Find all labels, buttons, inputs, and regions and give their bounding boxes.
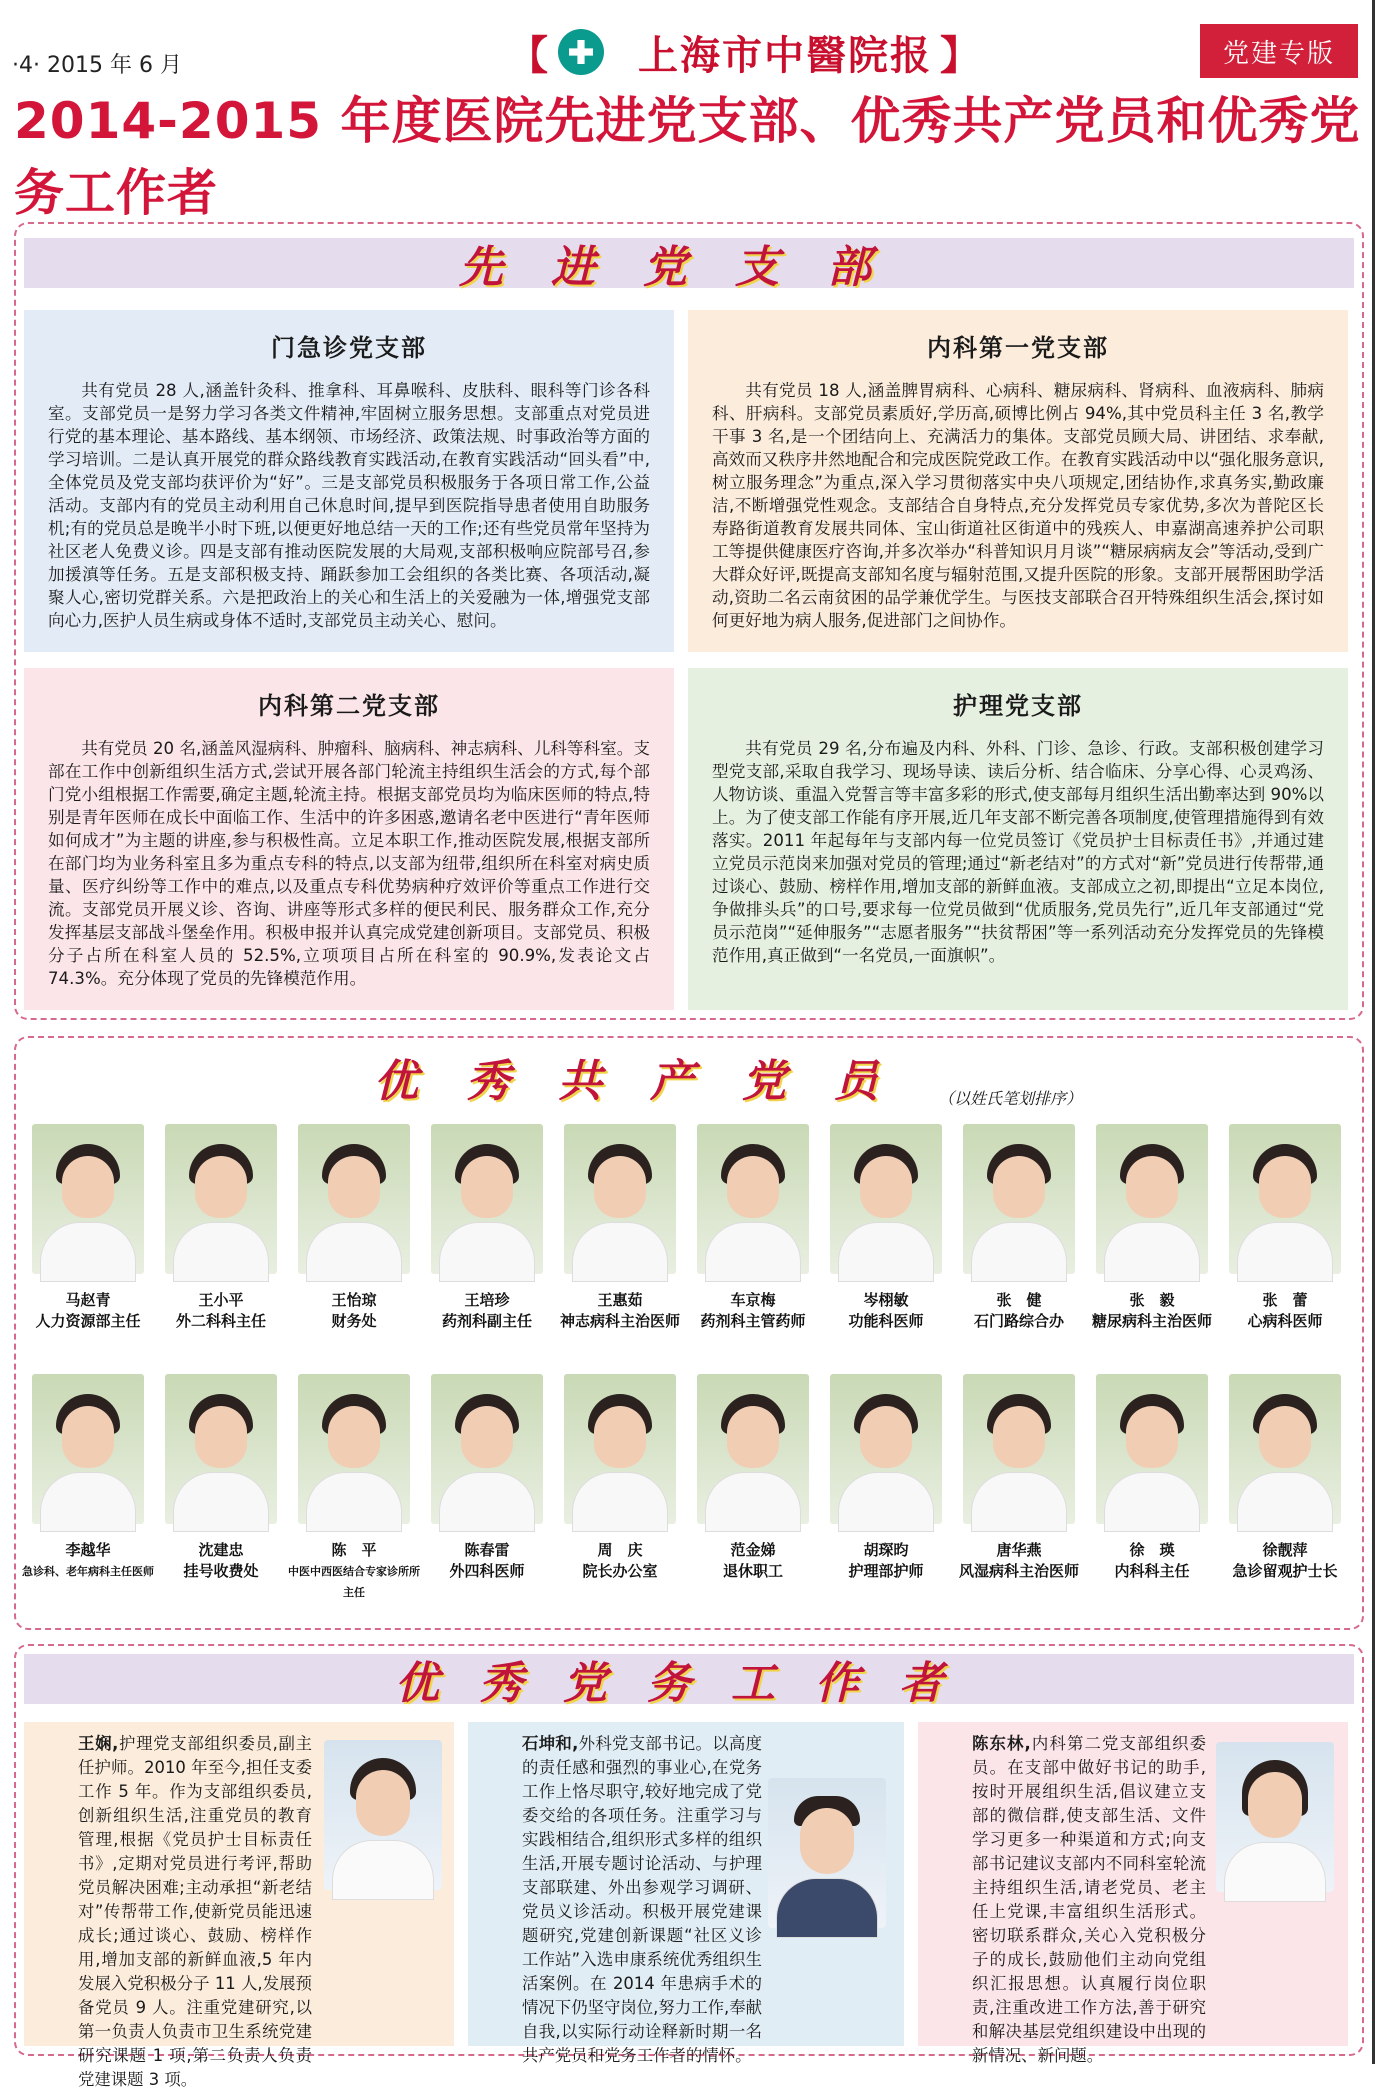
page-title: 2014-2015 年度医院先进党支部、优秀共产党员和优秀党务工作者	[14, 92, 1361, 222]
member-role: 内科科主任	[1114, 1562, 1190, 1580]
member-name: 王惠茹	[597, 1291, 643, 1309]
member-photo	[564, 1124, 676, 1274]
member-name: 马赵青	[65, 1291, 111, 1309]
member-name: 范金娣	[730, 1541, 776, 1559]
member-name: 王培珍	[464, 1291, 510, 1309]
worker-photo	[1216, 1742, 1334, 1892]
member-photo	[830, 1124, 942, 1274]
member-caption	[22, 1290, 154, 1332]
worker-card	[24, 1722, 454, 2089]
member-name: 李越华	[65, 1541, 111, 1559]
branch-text: 共有党员 28 人,涵盖针灸科、推拿科、耳鼻喉科、皮肤科、眼科等门诊各科室。支部党员一是努力学习各类文件精神,牢固树立服务思想。支部重点对党员进行党的基本理论、基本路线、基本纲领、市场经济、政策法规、时事政治等方面的学习培训。二是认真开展党的群众路线教育实践活动,在教育实践活动“回头看”中,全体党员及党支部均获评价为“好”。三是支部党员积极服务于各项日常工作,公益活动。支部内有的党员主动利用自己休息时间,提早到医院指导患者使用自助服务机;有的党员总是晚半小时下班,以便更好地总结一天的工作;还有些党员常年坚持为社区老人免费义诊。四是支部有推动医院发展的大局观,支部积极响应院部号召,参加援滇等任务。五是支部积极支持、踊跃参加工会组织的各类比赛、各项活动,凝聚人心,密切党群关系。六是把政治上的关心和生活上的关爱融为一体,增强党支部向心力,医护人员生病或身体不适时,支部党员主动关心、慰问。	[48, 381, 650, 630]
ordering-note: （以姓氏笔划排序）	[938, 1089, 1083, 1108]
member-caption	[820, 1540, 952, 1582]
member-name: 周 庆	[597, 1541, 643, 1559]
member-role: 心病科医师	[1247, 1312, 1323, 1330]
member-caption	[22, 1540, 154, 1582]
member-name: 沈建忠	[198, 1541, 244, 1559]
member-role: 神志病科主治医师	[559, 1312, 680, 1330]
member-caption	[1086, 1290, 1218, 1332]
member-caption	[1086, 1540, 1218, 1582]
member-caption	[687, 1540, 819, 1582]
member-role: 急诊留观护士长	[1232, 1562, 1338, 1580]
member-photo	[1229, 1124, 1341, 1274]
member-role: 挂号收费处	[183, 1562, 259, 1580]
workers-heading: 优秀党务工作者	[24, 1654, 1354, 1704]
member-name: 陈 平	[331, 1541, 377, 1559]
page-number-date: ·4· 2015 年 6 月	[12, 53, 182, 78]
member-role: 中医中西医结合专家诊所所主任	[288, 1565, 420, 1599]
member-photo	[1229, 1374, 1341, 1524]
worker-name: 石坤和,	[522, 1734, 579, 1753]
member-role: 糖尿病科主治医师	[1091, 1312, 1212, 1330]
member-name: 车京梅	[730, 1291, 776, 1309]
worker-name: 陈东林,	[972, 1734, 1031, 1753]
branch-text: 共有党员 18 人,涵盖脾胃病科、心病科、糖尿病科、肾病科、血液病科、肺病科、肝病科。支部党员素质好,学历高,硕博比例占 94%,其中党员科主任 3 名,教学干事 3 名,是一个团结向上、充满活力的集体。支部党员顾大局、讲团结、求奉献,高效而又秩序井然地配合和完成医院党政工作。在教育实践活动中以“强化服务意识,树立服务理念”为重点,深入学习贯彻落实中央八项规定,团结协作,求真务实,勤政廉洁,不断增强党性观念。支部结合自身特点,充分发挥党员专家优势,多次为普陀区长寿路街道教育发展共同体、宝山街道社区街道中的残疾人、申嘉湖高速养护公司职工等提供健康医疗咨询,并多次举办“科普知识月月谈”“糖尿病病友会”等活动,受到广大群众好评,既提高支部知名度与辐射范围,又提升医院的形象。支部开展帮困助学活动,资助二名云南贫困的品学兼优学生。与医技支部联合召开特殊组织生活会,探讨如何更好地为病人服务,促进部门之间协作。	[712, 381, 1324, 630]
member-photo	[1096, 1124, 1208, 1274]
member-role: 院长办公室	[582, 1562, 658, 1580]
member-name: 唐华燕	[996, 1541, 1042, 1559]
member-photo	[298, 1374, 410, 1524]
branches-heading: 先进党支部	[24, 238, 1354, 288]
member-caption	[155, 1290, 287, 1332]
member-photo	[697, 1124, 809, 1274]
branch-text: 共有党员 29 名,分布遍及内科、外科、门诊、急诊、行政。支部积极创建学习型党支部,采取自我学习、现场导读、读后分析、结合临床、分享心得、心灵鸡汤、人物访谈、重温入党誓言等丰富多彩的形式,使支部每月组织生活出勤率达到 90%以上。为了使支部工作能有序开展,近几年支部不断完善各项制度,使管理措施得到有效落实。2011 年起每年与支部内每一位党员签订《党员护士目标责任书》,并通过建立党员示范岗来加强对党员的管理;通过“新老结对”的方式对“新”党员进行传帮带,通过谈心、鼓励、榜样作用,增加支部的新鲜血液。支部成立之初,即提出“立足本岗位,争做排头兵”的口号,要求每一位党员做到“优质服务,党员先行”,近几年支部通过“党员示范岗”“延伸服务”“志愿者服务”“扶贫帮困”等一系列活动充分发挥党员的先锋模范作用,真正做到“一名党员,一面旗帜”。	[712, 739, 1324, 965]
member-role: 石门路综合办	[973, 1312, 1064, 1330]
member-name: 徐 瑛	[1129, 1541, 1175, 1559]
member-photo	[32, 1374, 144, 1524]
branch-card	[688, 310, 1348, 652]
branch-card	[24, 668, 674, 1010]
member-name: 岑栩敏	[863, 1291, 909, 1309]
member-role: 护理部护师	[848, 1562, 924, 1580]
member-caption	[820, 1290, 952, 1332]
member-photo	[830, 1374, 942, 1524]
branch-text: 共有党员 20 名,涵盖风湿病科、肿瘤科、脑病科、神志病科、儿科等科室。支部在工作中创新组织生活方式,尝试开展各部门轮流主持组织生活会的方式,每个部门党小组根据工作需要,确定主题,轮流主持。根据支部党员均为临床医师的特点,特别是青年医师在成长中面临工作、生活中的许多困惑,邀请名老中医进行“青年医师如何成才”为主题的讲座,参与积极性高。立足本职工作,推动医院发展,根据支部所在部门均为业务科室且多为重点专科的特点,以支部为纽带,组织所在科室对病史质量、医疗纠纷等工作中的难点,以及重点专科优势病种疗效评价等重点工作进行交流。支部党员开展义诊、咨询、讲座等形式多样的便民利民、服务群众工作,充分发挥基层支部战斗堡垒作用。积极申报并认真完成党建创新项目。支部党员、积极分子占所在科室人员的 52.5%,立项项目占所在科室的 90.9%,发表论文占 74.3%。充分体现了党员的先锋模范作用。	[48, 739, 650, 988]
member-name: 陈春雷	[464, 1541, 510, 1559]
member-caption	[421, 1290, 553, 1332]
worker-card	[468, 1722, 904, 2065]
member-role: 财务处	[331, 1312, 377, 1330]
member-role: 功能科医师	[848, 1312, 924, 1330]
member-role: 外四科医师	[449, 1562, 525, 1580]
member-role: 退休职工	[722, 1562, 783, 1580]
section-tag: 党建专版	[1200, 24, 1358, 78]
members-heading: 优秀共产党员	[374, 1056, 926, 1107]
member-name: 胡琛昀	[863, 1541, 909, 1559]
member-photo	[298, 1124, 410, 1274]
member-caption	[953, 1290, 1085, 1332]
member-name: 王怡琼	[331, 1291, 377, 1309]
member-role: 药剂科主管药师	[700, 1312, 806, 1330]
member-photo	[431, 1124, 543, 1274]
member-photo	[165, 1124, 277, 1274]
member-photo	[963, 1374, 1075, 1524]
hospital-cross-logo	[558, 29, 604, 75]
member-role: 风湿病科主治医师	[958, 1562, 1079, 1580]
member-caption	[1219, 1540, 1351, 1582]
branch-card	[688, 668, 1348, 1010]
member-caption	[554, 1540, 686, 1582]
branch-title: 内科第二党支部	[258, 692, 440, 720]
member-caption	[288, 1540, 420, 1603]
member-photo	[564, 1374, 676, 1524]
worker-text: 外科党支部书记。以高度的责任感和强烈的事业心,在党务工作上恪尽职守,较好地完成了党委交给的各项任务。注重学习与实践相结合,组织形式多样的组织生活,开展专题讨论活动、与护理支部联建、外出参观学习调研、党员义诊活动。积极开展党建课题研究,党建创新课题“社区义诊工作站”入选申康系统优秀组织生活案例。在 2014 年患病手术的情况下仍坚守岗位,努力工作,奉献自我,以实际行动诠释新时期一名共产党员和党务工作者的情怀。	[522, 1734, 763, 2065]
member-photo	[165, 1374, 277, 1524]
member-photo	[1096, 1374, 1208, 1524]
worker-card	[918, 1722, 1348, 2065]
member-photo	[697, 1374, 809, 1524]
member-caption	[953, 1540, 1085, 1582]
member-photo	[431, 1374, 543, 1524]
member-caption	[421, 1540, 553, 1582]
masthead: 【 上海市中醫院报 】	[508, 26, 982, 78]
member-name: 张 毅	[1129, 1291, 1175, 1309]
member-caption	[687, 1290, 819, 1332]
member-caption	[554, 1290, 686, 1332]
branch-title: 门急诊党支部	[271, 334, 427, 362]
member-photo	[963, 1124, 1075, 1274]
member-role: 外二科科主任	[175, 1312, 266, 1330]
page-edge-rule	[1372, 0, 1375, 2064]
worker-text: 内科第二党支部组织委员。在支部中做好书记的助手,按时开展组织生活,倡议建立支部的微信群,使支部生活、文件学习更多一种渠道和方式;向支部书记建议支部内不同科室轮流主持组织生活,请老党员、老主任上党课,丰富组织生活形式。密切联系群众,关心入党积极分子的成长,鼓励他们主动向党组织汇报思想。认真履行岗位职责,注重改进工作方法,善于研究和解决基层党组织建设中出现的新情况、新问题。	[972, 1734, 1207, 2065]
worker-name: 王娴,	[78, 1734, 119, 1753]
worker-text: 护理党支部组织委员,副主任护师。2010 年至今,担任支委工作 5 年。作为支部组织委员,创新组织生活,注重党员的教育管理,根据《党员护士目标责任书》,定期对党员进行考评,帮助党员解决困难;主动承担“新老结对”传帮带工作,使新党员能迅速成长;通过谈心、鼓励、榜样作用,增加支部的新鲜血液,5 年内发展入党积极分子 11 人,发展预备党员 9 人。注重党建研究,以第一负责人负责市卫生系统党建研究课题 1 项,第二负责人负责党建课题 3 项。	[78, 1734, 312, 2089]
member-caption	[155, 1540, 287, 1582]
member-name: 张 健	[996, 1291, 1042, 1309]
worker-photo	[768, 1778, 886, 1928]
member-name: 张 蕾	[1262, 1291, 1308, 1309]
member-role: 药剂科副主任	[441, 1312, 532, 1330]
member-name: 徐靓萍	[1262, 1541, 1308, 1559]
member-photo	[32, 1124, 144, 1274]
member-name: 王小平	[198, 1291, 244, 1309]
member-caption	[1219, 1290, 1351, 1332]
branch-title: 护理党支部	[953, 692, 1083, 720]
branch-title: 内科第一党支部	[927, 334, 1109, 362]
worker-photo	[324, 1740, 442, 1890]
member-role: 急诊科、老年病科主任医师	[22, 1565, 154, 1578]
member-role: 人力资源部主任	[35, 1312, 141, 1330]
member-caption	[288, 1290, 420, 1332]
branch-card	[24, 310, 674, 652]
